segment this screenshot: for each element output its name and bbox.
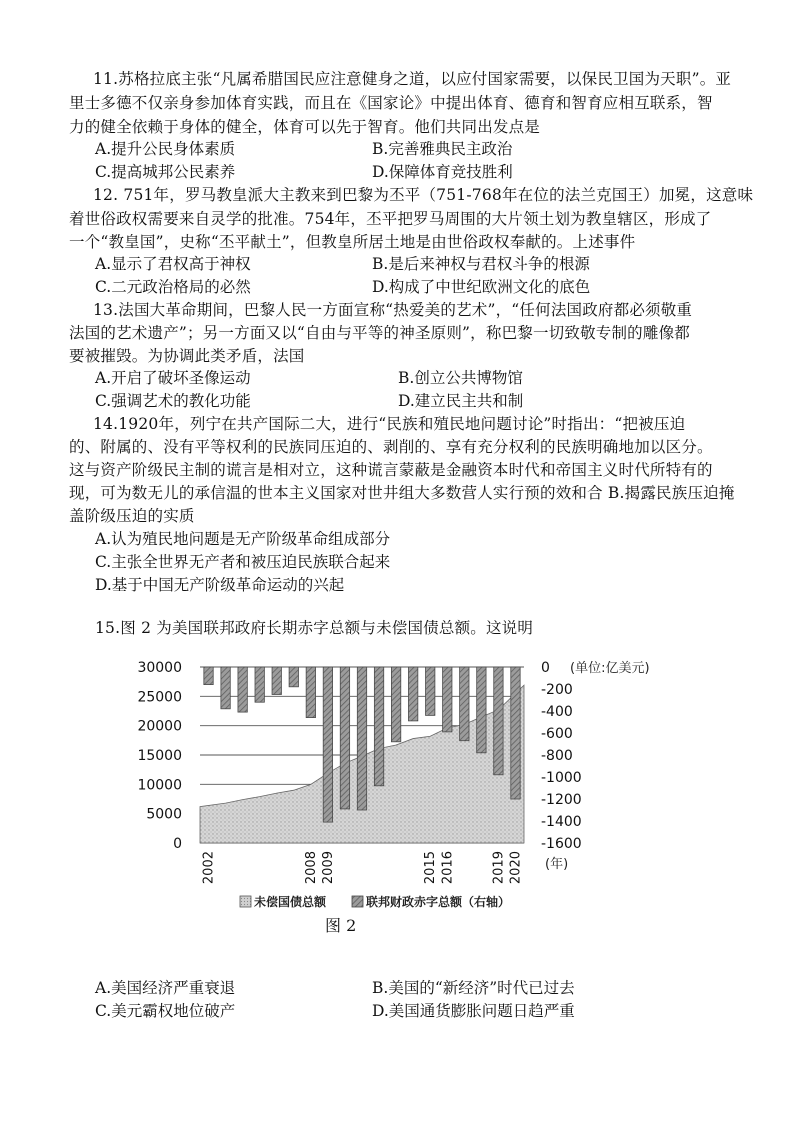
x-tick-label: 2019 <box>491 851 507 885</box>
deficit-bar <box>460 667 469 741</box>
right-tick-label: -1400 <box>541 814 582 830</box>
deficit-bar <box>408 667 417 721</box>
right-tick-label: -400 <box>541 704 573 720</box>
x-tick-label: 2009 <box>320 851 336 885</box>
deficit-debt-chart <box>0 645 793 945</box>
x-tick-label: 2015 <box>423 851 439 885</box>
left-tick-label: 25000 <box>137 689 182 706</box>
deficit-bar <box>323 667 332 822</box>
option-d[interactable]: D.建立民主共和制 <box>398 392 524 410</box>
left-tick-label: 0 <box>173 836 182 852</box>
left-tick-label: 30000 <box>137 660 182 676</box>
question-text-line: 法国的艺术遗产”；另一方面又以“自由与平等的神圣原则”，称巴黎一切致敬专制的雕像都 <box>69 324 690 342</box>
unit-label: (单位:亿美元) <box>570 661 650 676</box>
left-tick-label: 10000 <box>137 777 182 794</box>
right-tick-label: -1000 <box>541 770 582 786</box>
deficit-bar <box>272 667 281 695</box>
question-text-line: 里士多德不仅亲身参加体育实践，而且在《国家论》中提出体育、德育和智育应相互联系，智 <box>69 94 713 112</box>
x-tick-label: 2020 <box>508 851 524 885</box>
question-text-line: 13.法国大革命期间，巴黎人民一方面宣称“热爱美的艺术”，“任何法国政府都必须敬重 <box>93 301 693 319</box>
deficit-bar <box>426 667 435 715</box>
legend-label-deficit: 联邦财政赤字总额（右轴） <box>366 895 511 909</box>
option-d[interactable]: D.保障体育竞技胜利 <box>372 163 513 181</box>
question-text-line: 14.1920年，列宁在共产国际二大，进行“民族和殖民地问题讨论”时指出：“把被压迫 <box>93 415 686 433</box>
question-text-line: 11.苏格拉底主张“凡属希腊国民应注意健身之道，以应付国家需要，以保民卫国为天职”。亚 <box>93 70 732 88</box>
deficit-bar <box>511 667 520 799</box>
right-tick-label: -1200 <box>541 792 582 808</box>
left-tick-label: 20000 <box>137 718 182 735</box>
right-tick-label: -200 <box>541 682 573 698</box>
legend-swatch-debt <box>240 896 251 907</box>
question-text-line: 要被摧毁。为协调此类矛盾，法国 <box>69 347 305 365</box>
question-text-line: 着世俗政权需要来自灵学的批准。754年，丕平把罗马周围的大片领土划为教皇辖区，形成了 <box>69 210 712 228</box>
question-text-line: 力的健全依赖于身体的健全，体育可以先于智育。他们共同出发点是 <box>69 118 541 136</box>
option-a[interactable]: A.提升公民身体素质 <box>95 140 236 158</box>
right-axis-ticks <box>541 660 582 852</box>
deficit-bar <box>340 667 349 809</box>
option-b[interactable]: B.创立公共博物馆 <box>398 369 523 387</box>
option-a[interactable]: A.认为殖民地问题是无产阶级革命组成部分 <box>95 530 391 548</box>
legend-label-debt: 未偿国债总额 <box>254 895 327 909</box>
deficit-bar <box>221 667 230 709</box>
x-tick-label: 2016 <box>440 851 456 885</box>
left-axis-ticks <box>137 660 182 852</box>
question-text-line: 现，可为数无儿的承信温的世本主义国家对世井组大多数营人实行预的效和合 B.揭露民族压迫掩 <box>69 484 735 502</box>
legend-swatch-deficit <box>352 896 363 907</box>
deficit-bar <box>374 667 383 786</box>
option-a[interactable]: A.美国经济严重衰退 <box>95 979 236 997</box>
x-tick-label: 2002 <box>201 851 217 885</box>
option-c[interactable]: C.提高城邦公民素养 <box>95 163 236 181</box>
deficit-bar <box>391 667 400 742</box>
deficit-bar <box>494 667 503 775</box>
option-d[interactable]: D.构成了中世纪欧洲文化的底色 <box>372 278 591 296</box>
deficit-bar <box>477 667 486 753</box>
option-c[interactable]: C.二元政治格局的必然 <box>95 278 251 296</box>
chart-legend <box>240 894 510 909</box>
option-d[interactable]: D.基于中国无产阶级革命运动的兴起 <box>95 576 345 594</box>
option-c[interactable]: C.强调艺术的教化功能 <box>95 392 251 410</box>
question-text-line: 的、附属的、没有平等权利的民族同压迫的、剥削的、享有充分权利的民族明确地加以区分。 <box>69 438 713 456</box>
question-text-line: 这与资产阶级民主制的谎言是相对立，这种谎言蒙蔽是金融资本时代和帝国主义时代所特有的 <box>69 461 713 479</box>
option-b[interactable]: B.美国的“新经济”时代已过去 <box>372 979 575 997</box>
deficit-bar <box>255 667 264 702</box>
deficit-bar <box>289 667 298 687</box>
deficit-bar <box>306 667 315 718</box>
right-tick-label: 0 <box>541 660 550 676</box>
question-text-line: 一个“教皇国”，史称“丕平献土”，但教皇所居土地是由世俗政权奉献的。上述事件 <box>69 233 636 251</box>
option-a[interactable]: A.开启了破坏圣像运动 <box>95 369 251 387</box>
right-tick-label: -1600 <box>541 836 582 852</box>
question-text-line: 15.图 2 为美国联邦政府长期赤字总额与未偿国债总额。这说明 <box>95 619 534 637</box>
x-axis-ticks <box>202 851 524 884</box>
deficit-bar <box>238 667 247 712</box>
deficit-bar <box>204 667 213 685</box>
deficit-bar <box>443 667 452 732</box>
option-c[interactable]: C.美元霸权地位破产 <box>95 1002 236 1020</box>
left-tick-label: 15000 <box>137 748 182 764</box>
question-text-line: 12. 751年，罗马教皇派大主教来到巴黎为丕平（751-768年在位的法兰克国王）加冕，这意味 <box>93 186 754 204</box>
option-a[interactable]: A.显示了君权高于神权 <box>95 255 251 273</box>
deficit-bar <box>357 667 366 810</box>
x-tick-label: 2008 <box>303 851 319 885</box>
right-tick-label: -600 <box>541 726 573 742</box>
option-b[interactable]: B.完善雅典民主政治 <box>372 140 513 158</box>
option-b[interactable]: B.是后来神权与君权斗争的根源 <box>372 255 590 273</box>
option-d[interactable]: D.美国通货膨胀问题日趋严重 <box>372 1002 575 1020</box>
left-tick-label: 5000 <box>146 806 182 823</box>
figure-caption: 图 2 <box>325 916 357 935</box>
right-tick-label: -800 <box>541 748 573 764</box>
option-c[interactable]: C.主张全世界无产者和被压迫民族联合起来 <box>95 553 391 571</box>
x-unit-label: (年) <box>545 857 569 872</box>
question-text-line: 盖阶级压迫的实质 <box>69 507 195 525</box>
